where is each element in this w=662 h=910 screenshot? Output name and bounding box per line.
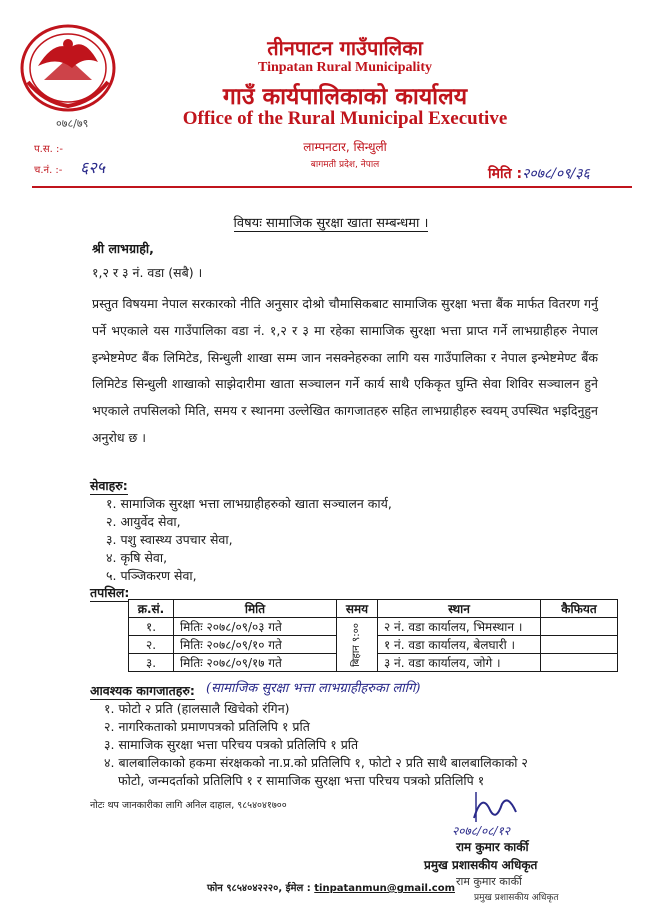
document-item: २. नागरिकताको प्रमाणपत्रको प्रतिलिपि १ प्रति bbox=[104, 719, 310, 734]
addressee-line-1: श्री लाभग्राही, bbox=[92, 241, 154, 256]
office-name-english: Office of the Rural Municipal Executive bbox=[182, 108, 508, 129]
services-heading: सेवाहरु: bbox=[90, 478, 128, 493]
row-place: ३ नं. वडा कार्यालय, जोगे । bbox=[378, 654, 541, 672]
dispatch-number-label: च.नं. :- bbox=[34, 165, 63, 176]
schedule-heading: तपसिल: bbox=[90, 585, 130, 600]
signature-date: २०७८/०८/१२ bbox=[452, 824, 511, 838]
row-remark bbox=[541, 618, 618, 636]
schedule-table bbox=[128, 599, 618, 672]
dispatch-number-value: ६२५ bbox=[80, 158, 105, 177]
row-serial: २. bbox=[129, 636, 174, 654]
header-divider bbox=[32, 186, 632, 188]
service-item: १. सामाजिक सुरक्षा भत्ता लाभग्राहीहरुको खाता सञ्चालन कार्य, bbox=[106, 496, 392, 511]
document-item: ३. सामाजिक सुरक्षा भत्ता परिचय पत्रको प्रतिलिपि १ प्रति bbox=[104, 737, 359, 752]
row-date: मितिः २०७८/०९/१० गते bbox=[174, 636, 337, 654]
row-remark bbox=[541, 654, 618, 672]
document-item: ४. बालबालिकाको हकमा संरक्षकको ना.प्र.को प्रतिलिपि १, फोटो २ प्रति साथै बालबालिकाको २ bbox=[104, 755, 528, 770]
row-serial: ३. bbox=[129, 654, 174, 672]
municipality-name-nepali: तीनपाटन गाउँपालिका bbox=[267, 36, 423, 60]
row-time bbox=[337, 618, 378, 672]
row-place: १ नं. वडा कार्यालय, बेलघारी । bbox=[378, 636, 541, 654]
office-location: लाम्पनटार, सिन्धुली bbox=[303, 140, 387, 154]
footer-phone: फोन ९८५४०४२२२०, ईमेल : bbox=[207, 883, 311, 894]
documents-handwritten-note: (सामाजिक सुरक्षा भत्ता लाभग्राहीहरुका लागि) bbox=[206, 681, 421, 696]
service-item: ५. पञ्जिकरण सेवा, bbox=[106, 568, 197, 583]
table-row bbox=[129, 618, 618, 636]
row-serial: १. bbox=[129, 618, 174, 636]
service-item: ४. कृषि सेवा, bbox=[106, 550, 168, 565]
addressee-line-2: १,२ र ३ नं. वडा (सबै) । bbox=[92, 265, 203, 280]
document-item: फोटो, जन्मदर्ताको प्रतिलिपि १ र सामाजिक सुरक्षा भत्ता परिचय पत्रको प्रतिलिपि १ bbox=[118, 773, 485, 788]
emblem-year: ०७८/७९ bbox=[56, 117, 89, 130]
col-remarks: कैफियत bbox=[541, 600, 618, 618]
date-field bbox=[488, 164, 590, 183]
service-item: २. आयुर्वेद सेवा, bbox=[106, 514, 181, 529]
municipality-name-english: Tinpatan Rural Municipality bbox=[257, 60, 432, 75]
letter-number-label: प.स. :- bbox=[34, 144, 63, 155]
municipality-emblem bbox=[14, 22, 122, 118]
col-date: मिति bbox=[174, 600, 337, 618]
row-date: मितिः २०७८/०९/०३ गते bbox=[174, 618, 337, 636]
date-value: २०७८/०९/३६ bbox=[522, 166, 590, 182]
date-label: मिति : bbox=[488, 166, 523, 182]
stamp-name: राम कुमार कार्की bbox=[456, 875, 522, 888]
row-remark bbox=[541, 636, 618, 654]
schedule-header-row bbox=[129, 600, 618, 618]
time-value: बिहान ९:०० bbox=[351, 622, 362, 667]
signatory-title: प्रमुख प्रशासकीय अधिकृत bbox=[424, 858, 538, 872]
service-item: ३. पशु स्वास्थ्य उपचार सेवा, bbox=[106, 532, 233, 547]
office-name-nepali: गाउँ कार्यपालिकाको कार्यालय bbox=[222, 84, 468, 110]
footer bbox=[0, 880, 662, 894]
document-item: १. फोटो २ प्रति (हालसालै खिचेको रंगिन) bbox=[104, 701, 290, 716]
row-date: मितिः २०७८/०९/१७ गते bbox=[174, 654, 337, 672]
col-place: स्थान bbox=[378, 600, 541, 618]
col-serial: क्र.सं. bbox=[129, 600, 174, 618]
contact-note: नोटः थप जानकारीका लागि अनिल दाहाल, ९८५४०४१७०० bbox=[90, 800, 287, 811]
stamp-title: प्रमुख प्रशासकीय अधिकृत bbox=[474, 893, 559, 903]
col-time: समय bbox=[337, 600, 378, 618]
footer-email-link[interactable]: tinpatanmun@gmail.com bbox=[314, 883, 455, 894]
office-province: बागमती प्रदेश, नेपाल bbox=[310, 160, 380, 170]
subject-text: विषयः सामाजिक सुरक्षा खाता सम्बन्धमा । bbox=[233, 216, 429, 231]
documents-heading: आवश्यक कागजातहरु: bbox=[90, 683, 195, 698]
subject-line bbox=[0, 213, 662, 231]
body-paragraph: प्रस्तुत विषयमा नेपाल सरकारको नीति अनुसार दोश्रो चौमासिकबाट सामाजिक सुरक्षा भत्ता बैंक मार्फत वितरण गर्नु पर्ने भएकाले यस गाउँपालिका वडा नं. १,२ र ३ मा रहेका सामाजिक सुरक्षा भत्ता प्राप्त गर्ने लाभग्राहीहरु नेपाल इन्भेष्टमेण्ट बैंक लिमिटेड, सिन्धुली शाखा सम्म जान नसक्नेहरुका लागि यस गाउँपालिका र नेपाल इन्भेष्टमेण्ट बैंक लिमिटेड सिन्धुली शाखाको साझेदारीमा खाता सञ्चालन गर्ने कार्य साथै एकिकृत घुम्ति सेवा शिविर सञ्चालन हुने भएकाले तपसिलको मिति, समय र स्थानमा उल्लेखित कागजातहरु सहित लाभग्राहीहरु स्वयम् उपस्थित भइदिनुहुन अनुरोध छ । bbox=[92, 296, 598, 445]
signatory-name: राम कुमार कार्की bbox=[456, 840, 529, 854]
row-place: २ नं. वडा कार्यालय, भिमस्थान । bbox=[378, 618, 541, 636]
